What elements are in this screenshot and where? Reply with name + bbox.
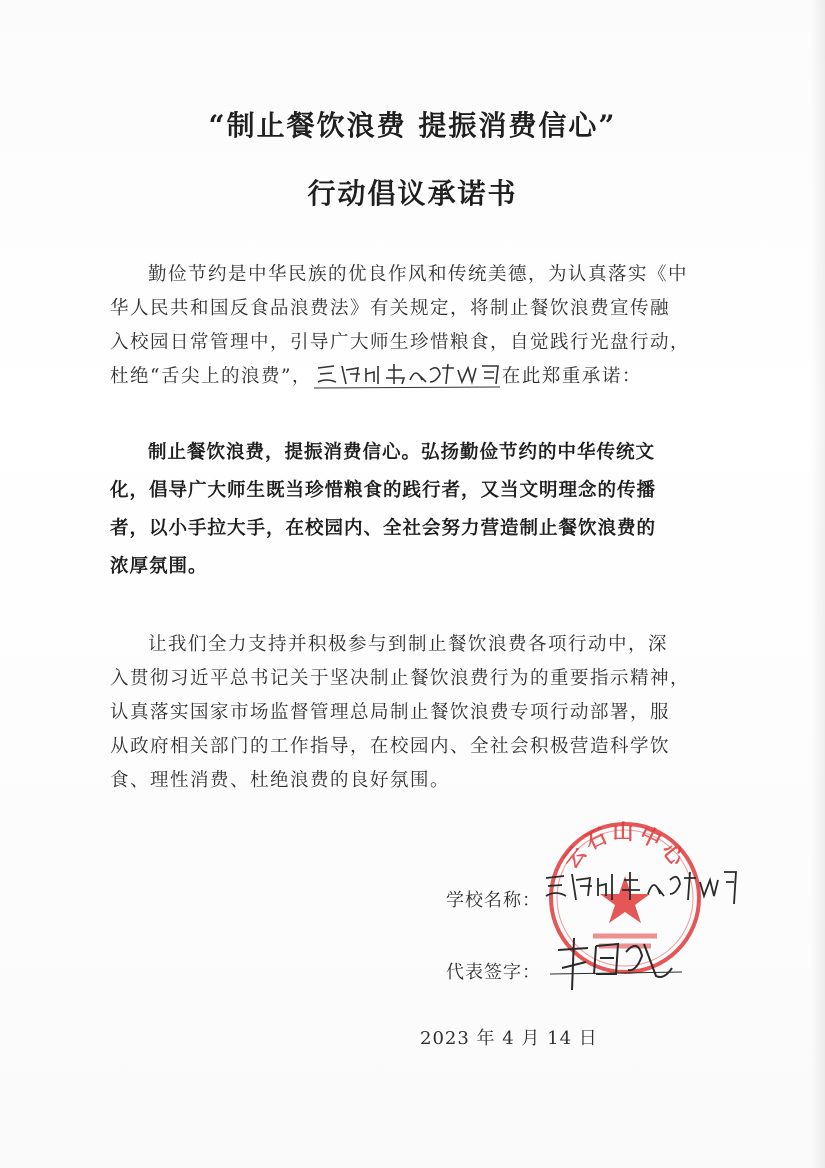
paragraph-commitment (110, 434, 720, 586)
school-name-label: 学校名称： (446, 890, 541, 911)
representative-label: 代表签字： (446, 962, 541, 983)
document-title: “制止餐饮浪费 提振消费信心” (208, 109, 617, 142)
paragraph-line: 入贯彻习近平总书记关于坚决制止餐饮浪费行为的重要指示精神， (110, 668, 691, 689)
paragraph-line: 食、理性消费、杜绝浪费的良好氛围。 (110, 770, 451, 791)
paragraph-line: 勤俭节约是中华民族的优良作风和传统美德，为认真落实《中 (148, 264, 689, 285)
paragraph-line: 从政府相关部门的工作指导，在校园内、全社会积极营造科学饮 (110, 736, 671, 757)
paragraph-line: 华人民共和国反食品浪费法》有关规定，将制止餐饮浪费宣传融 (110, 298, 671, 319)
handwritten-school-name-inline (312, 364, 502, 390)
pledge-suffix: 在此郑重承诺： (501, 366, 642, 387)
paragraph-line: 浓厚氛围。 (110, 556, 208, 577)
paragraph-line: 认真落实国家市场监督管理总局制止餐饮浪费专项行动部署，服 (110, 702, 671, 723)
document-date: 2023 年 4 月 14 日 (420, 1028, 598, 1049)
paragraph-line: 制止餐饮浪费，提振消费信心。弘扬勤俭节约的中华传统文 (148, 442, 656, 463)
paragraph-line: 化，倡导广大师生既当珍惜粮食的践行者，又当文明理念的传播 (110, 480, 657, 501)
handwritten-school-name (540, 860, 740, 910)
pledge-prefix: 杜绝“舌尖上的浪费”， (110, 366, 312, 387)
school-name-field (446, 886, 541, 912)
handwritten-signature (548, 930, 688, 1000)
paragraph-action (110, 628, 710, 798)
paragraph-line: 入校园日常管理中，引导广大师生珍惜粮食，自觉践行光盘行动， (110, 332, 691, 353)
representative-signature-field (446, 958, 541, 984)
seal-text: 云石山中心 (558, 820, 692, 874)
paragraph-line: 让我们全力支持并积极参与到制止餐饮浪费各项行动中，深 (148, 634, 669, 655)
document-subtitle: 行动倡议承诺书 (307, 177, 518, 210)
paragraph-intro (110, 258, 710, 394)
paragraph-line-pledge (110, 360, 710, 394)
paragraph-line: 者，以小手拉大手，在校园内、全社会努力营造制止餐饮浪费的 (110, 518, 657, 539)
